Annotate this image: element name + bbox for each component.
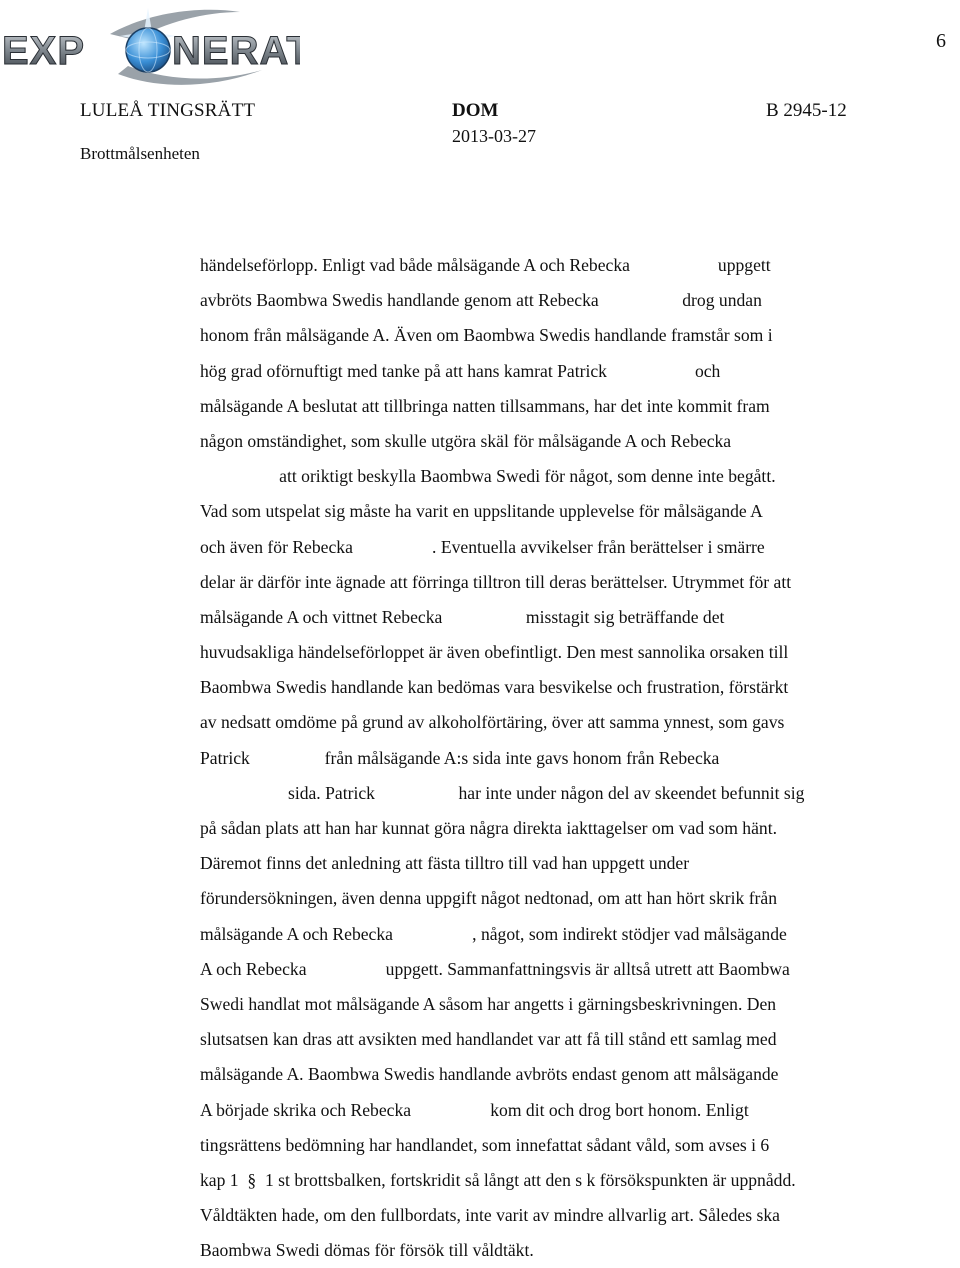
body-line: händelseförlopp. Enligt vad både målsägande A och Rebecka uppgett [200, 255, 771, 275]
case-number: B 2945-12 [766, 100, 847, 121]
body-line: A och Rebecka uppgett. Sammanfattningsvis är alltså utrett att Baombwa [200, 958, 790, 979]
body-line: sida. Patrick har inte under någon del av skeendet befunnit sig [200, 782, 805, 803]
body-line: någon omständighet, som skulle utgöra skäl för målsägande A och Rebecka [200, 430, 732, 451]
body-line: huvudsakliga händelseförloppet är även obefintligt. Den mest sannolika orsaken till [200, 642, 789, 663]
body-line: A började skrika och Rebecka kom dit och drog bort honom. Enligt [200, 1099, 749, 1120]
court-name: LULEÅ TINGSRÄTT [80, 100, 256, 121]
body-line: målsägande A beslutat att tillbringa natten tillsammans, har det inte kommit fram [200, 395, 770, 416]
body-line: Vad som utspelat sig måste ha varit en uppslitande upplevelse för målsägande A [200, 501, 763, 522]
body-line: hög grad oförnuftigt med tanke på att hans kamrat Patrick och [200, 360, 721, 381]
body-line: på sådan plats att han har kunnat göra några direkta iakttagelser om vad som hänt. [200, 818, 777, 838]
body-line: förundersökningen, även denna uppgift något nedtonad, om att han hört skrik från [200, 888, 778, 909]
exponerat-logo-graphic [0, 4, 300, 90]
body-line: av nedsatt omdöme på grund av alkoholförtäring, över att samma ynnest, som gavs [200, 712, 785, 733]
body-line: Patrick från målsägande A:s sida inte gavs honom från Rebecka [200, 747, 720, 768]
body-line: honom från målsägande A. Även om Baombwa Swedis handlande framstår som i [200, 325, 773, 346]
exponerat-logo-text: EXPONERAT [0, 4, 6, 5]
body-line: målsägande A. Baombwa Swedis handlande avbröts endast genom att målsägande [200, 1064, 779, 1085]
page-number: 6 [936, 30, 946, 52]
body-line: Våldtäkten hade, om den fullbordats, inte varit av mindre allvarlig art. Således ska [200, 1205, 780, 1226]
body-line: målsägande A och Rebecka , något, som indirekt stödjer vad målsägande [200, 923, 787, 944]
body-line: Swedi handlat mot målsägande A såsom har angetts i gärningsbeskrivningen. Den [200, 993, 777, 1014]
body-line: Baombwa Swedi dömas för försök till våldtäkt. [200, 1240, 534, 1261]
document-type: DOM [452, 100, 499, 121]
document-date: 2013-03-27 [452, 126, 536, 146]
body-line: kap 1 § 1 st brottsbalken, fortskridit så långt att den s k försökspunkten är uppnådd. [200, 1169, 796, 1190]
exponerat-logo [0, 4, 300, 90]
svg-text:EXP: EXP [2, 29, 86, 73]
body-line: avbröts Baombwa Swedis handlande genom att Rebecka drog undan [200, 290, 762, 311]
body-line: Baombwa Swedis handlande kan bedömas vara besvikelse och frustration, förstärkt [200, 677, 789, 698]
body-line: och även för Rebecka . Eventuella avvikelser från berättelser i smärre [200, 536, 765, 557]
body-line: målsägande A och vittnet Rebecka misstagit sig beträffande det [200, 606, 725, 627]
body-line: slutsatsen kan dras att avsikten med handlandet var att få till stånd ett samlag med [200, 1029, 777, 1050]
body-line: delar är därför inte ägnade att förringa tilltron till deras berättelser. Utrymmet för att [200, 571, 792, 592]
body-line: Däremot finns det anledning att fästa tilltro till vad han uppgett under [200, 853, 690, 874]
judgment-body-text [200, 248, 900, 1268]
body-line: att oriktigt beskylla Baombwa Swedi för något, som denne inte begått. [200, 466, 776, 487]
body-line: tingsrättens bedömning har handlandet, som innefattat sådant våld, som avses i 6 [200, 1134, 770, 1155]
svg-text:NERAT: NERAT [172, 29, 300, 73]
court-unit: Brottmålsenheten [80, 144, 200, 163]
